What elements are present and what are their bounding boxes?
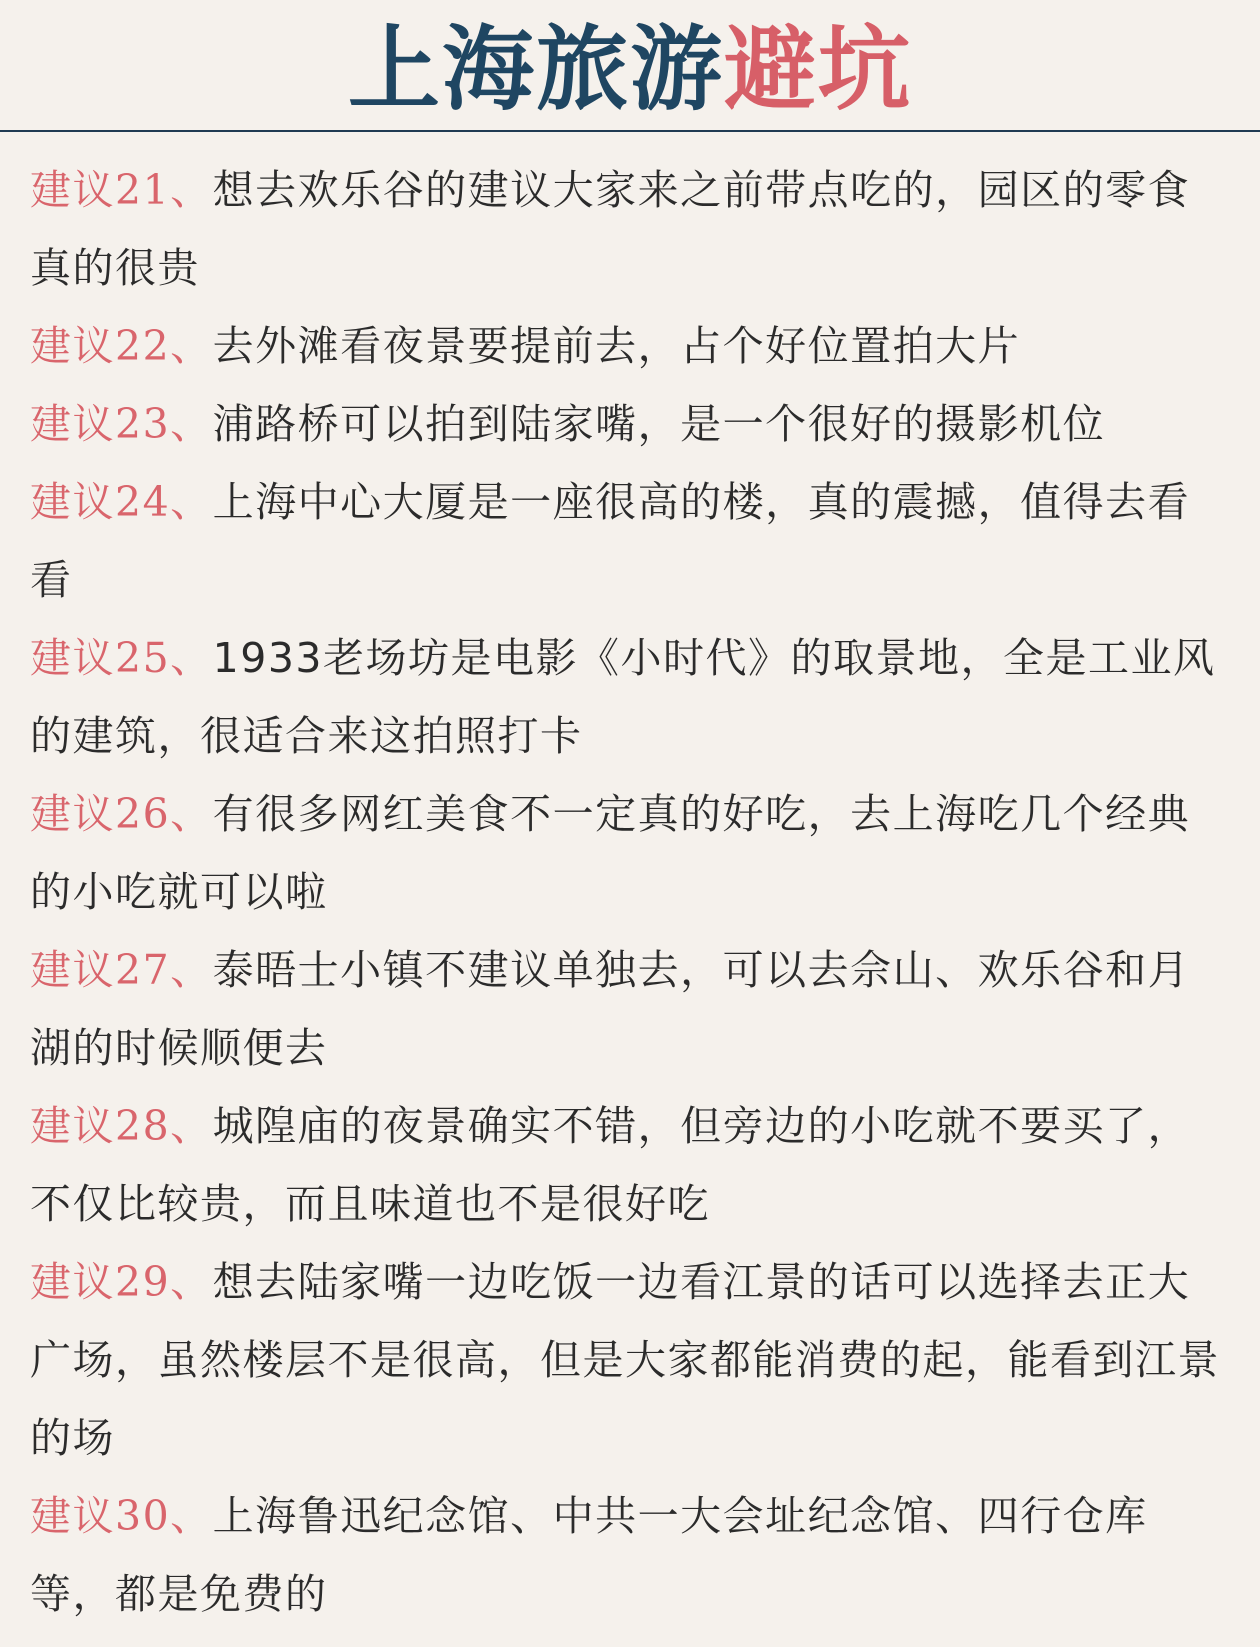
tip-item-29: [30, 1243, 1230, 1477]
tip-item-25: [30, 619, 1230, 775]
tip-label: 建议29、: [30, 1258, 213, 1306]
tip-text: 上海中心大厦是一座很高的楼，真的震撼，值得去看看: [30, 478, 1191, 604]
title-accent: 避坑: [724, 15, 913, 123]
tip-item-26: [30, 775, 1230, 931]
tip-item-24: [30, 463, 1230, 619]
tip-label: 建议26、: [30, 790, 213, 838]
page-title: [0, 14, 1260, 124]
tip-text: 浦路桥可以拍到陆家嘴，是一个很好的摄影机位: [212, 400, 1106, 448]
divider: [0, 130, 1260, 132]
tip-item-28: [30, 1087, 1230, 1243]
tip-item-22: [30, 307, 1230, 385]
tip-text: 城隍庙的夜景确实不错，但旁边的小吃就不要买了，不仅比较贵，而且味道也不是很好吃: [30, 1102, 1191, 1228]
tip-label: 建议30、: [30, 1492, 213, 1540]
tip-label: 建议24、: [30, 478, 213, 526]
tip-item-21: [30, 151, 1230, 307]
tip-label: 建议27、: [30, 946, 213, 994]
tip-label: 建议21、: [30, 166, 213, 214]
tip-text: 1933老场坊是电影《小时代》的取景地，全是工业风的建筑，很适合来这拍照打卡: [30, 634, 1216, 760]
tip-text: 上海鲁迅纪念馆、中共一大会址纪念馆、四行仓库等，都是免费的: [30, 1492, 1148, 1618]
tip-text: 想去陆家嘴一边吃饭一边看江景的话可以选择去正大广场，虽然楼层不是很高，但是大家都能消费的起，能看到江景的场: [30, 1258, 1220, 1462]
tip-label: 建议22、: [30, 322, 213, 370]
tip-text: 泰晤士小镇不建议单独去，可以去佘山、欢乐谷和月湖的时候顺便去: [30, 946, 1191, 1072]
tips-list: [30, 151, 1230, 1633]
tip-label: 建议23、: [30, 400, 213, 448]
title-main: 上海旅游: [347, 15, 724, 123]
tip-label: 建议25、: [30, 634, 213, 682]
tip-item-27: [30, 931, 1230, 1087]
tip-label: 建议28、: [30, 1102, 213, 1150]
tip-text: 去外滩看夜景要提前去，占个好位置拍大片: [212, 322, 1021, 370]
tip-item-23: [30, 385, 1230, 463]
tip-text: 有很多网红美食不一定真的好吃，去上海吃几个经典的小吃就可以啦: [30, 790, 1191, 916]
tip-text: 想去欢乐谷的建议大家来之前带点吃的，园区的零食真的很贵: [30, 166, 1191, 292]
tip-item-30: [30, 1477, 1230, 1633]
header: [0, 0, 1260, 132]
